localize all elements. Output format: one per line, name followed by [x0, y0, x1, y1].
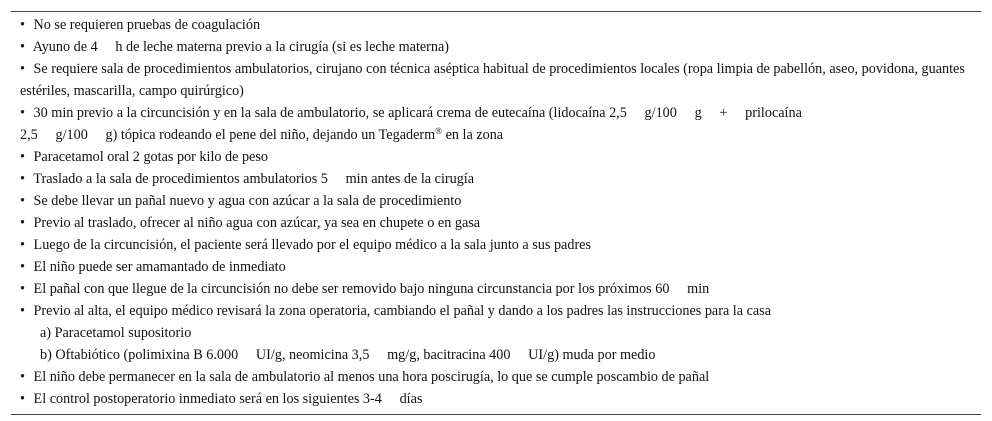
instructions-table [11, 11, 981, 415]
bullet-icon [20, 190, 30, 212]
bullet-icon [20, 256, 30, 278]
list-item: • Traslado a la sala de procedimientos ambulatorios 5 min antes de la cirugía [11, 168, 981, 190]
list-item: • Previo al alta, el equipo médico revisará la zona operatoria, cambiando el pañal y dando a los padres las instrucciones para la casa [11, 300, 981, 322]
bullet-icon [20, 234, 30, 256]
list-item: • Se debe llevar un pañal nuevo y agua con azúcar a la sala de procedimiento [11, 190, 981, 212]
bullet-icon [20, 146, 30, 168]
bullet-icon [20, 168, 30, 190]
registered-trademark: ® [435, 126, 443, 136]
list-item-continuation: 2,5 g/100 g) tópica rodeando el pene del niño, dejando un Tegaderm® en la zona [20, 126, 504, 143]
bullet-icon [20, 388, 30, 410]
sub-list-item: b) Oftabiótico (polimixina B 6.000 UI/g, neomicina 3,5 mg/g, bacitracina 400 UI/g) muda por medio [40, 347, 656, 363]
list-item: • Previo al traslado, ofrecer al niño agua con azúcar, ya sea en chupete o en gasa [11, 212, 981, 234]
sub-list-item: a) Paracetamol supositorio [40, 325, 192, 341]
list-item: • Ayuno de 4 h de leche materna previo a la cirugía (si es leche materna) [11, 36, 981, 58]
bullet-icon [20, 36, 30, 58]
list-item: • 30 min previo a la circuncisión y en la sala de ambulatorio, se aplicará crema de eutecaína (lidocaína 2,5 g/100 g + prilocaína [11, 102, 981, 124]
list-item: • Se requiere sala de procedimientos ambulatorios, cirujano con técnica aséptica habitual de procedimientos locales (ropa limpia de pabellón, aseo, povidona, guantes estériles, mascarilla, campo quirúrgico) [11, 58, 981, 102]
bullet-icon [20, 278, 30, 300]
bullet-icon [20, 58, 30, 80]
bullet-icon [20, 366, 30, 388]
list-item: • El pañal con que llegue de la circuncisión no debe ser removido bajo ninguna circunstancia por los próximos 60 min [11, 278, 981, 300]
bullet-icon [20, 14, 30, 36]
list-item: • No se requieren pruebas de coagulación [11, 14, 981, 36]
list-item: • El niño debe permanecer en la sala de ambulatorio al menos una hora poscirugía, lo que se cumple poscambio de pañal [11, 366, 981, 388]
bullet-icon [20, 300, 30, 322]
list-item: • El control postoperatorio inmediato será en los siguientes 3-4 días [11, 388, 981, 410]
bullet-icon [20, 212, 30, 234]
list-item: • El niño puede ser amamantado de inmediato [11, 256, 981, 278]
list-item: • Paracetamol oral 2 gotas por kilo de peso [11, 146, 981, 168]
bullet-icon [20, 102, 30, 124]
list-item: • Luego de la circuncisión, el paciente será llevado por el equipo médico a la sala junto a sus padres [11, 234, 981, 256]
